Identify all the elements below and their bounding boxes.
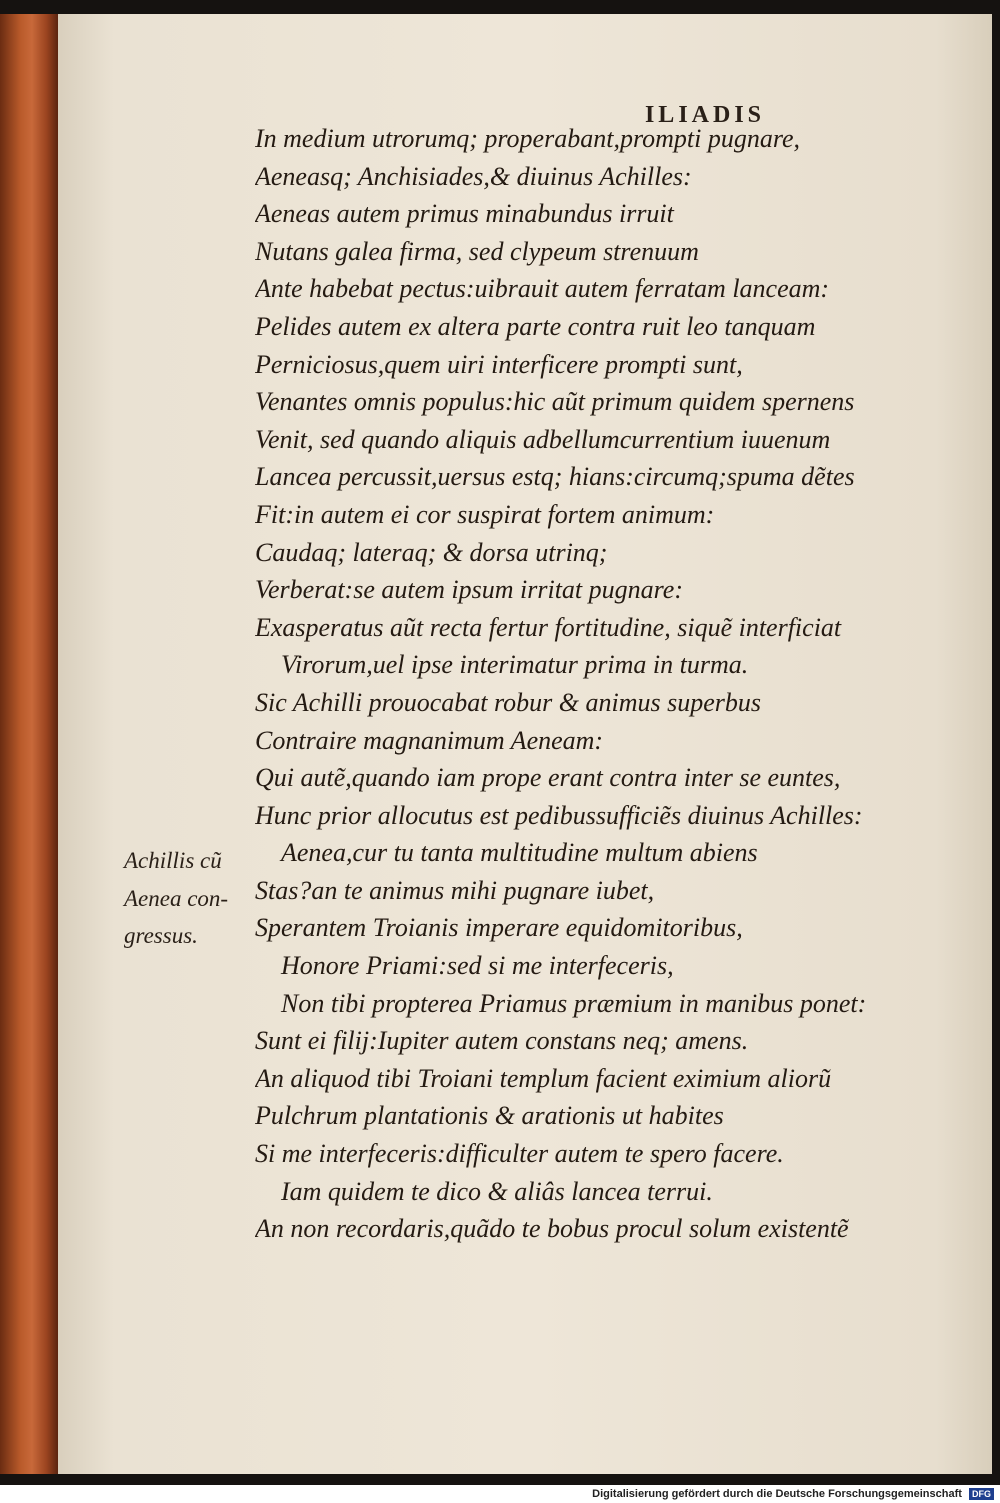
text-line: Verberat:se autem ipsum irritat pugnare: — [255, 575, 683, 605]
text-line: Pelides autem ex altera parte contra ruit leo tanquam — [255, 311, 816, 341]
dfg-logo: DFG — [969, 1488, 994, 1500]
text-line: Caudaq; lateraq; & dorsa utrinq; — [255, 537, 608, 567]
text-line: Stas?an te animus mihi pugnare iubet, — [255, 875, 655, 905]
book-binding — [0, 14, 58, 1474]
text-line: Nutans galea firma, sed clypeum strenuum — [255, 236, 699, 266]
text-line: Non tibi propterea Priamus præmium in manibus ponet: — [281, 988, 867, 1018]
text-line: Contraire magnanimum Aeneam: — [255, 725, 604, 755]
verse-text — [255, 120, 935, 1248]
text-line: In medium utrorumq; properabant,prompti pugnare, — [255, 124, 801, 153]
text-line: Honore Priami:sed si me interfeceris, — [281, 951, 674, 981]
marginal-note-line: gressus. — [124, 923, 198, 949]
text-line: Hunc prior allocutus est pedibussufficiẽs diuinus Achilles: — [255, 800, 863, 830]
text-line: Sunt ei filij:Iupiter autem constans neq; amens. — [255, 1026, 749, 1056]
text-line: An non recordaris,quãdo te bobus procul solum existentẽ — [255, 1214, 849, 1244]
text-line: Venantes omnis populus:hic aũt primum quidem spernens — [255, 387, 855, 417]
text-line: Virorum,uel ipse interimatur prima in turma. — [281, 650, 749, 680]
text-line: Exasperatus aũt recta fertur fortitudine, siquẽ interficiat — [255, 612, 842, 642]
text-line: Qui autẽ,quando iam prope erant contra inter se euntes, — [255, 763, 841, 793]
text-line: Fit:in autem ei cor suspirat fortem animum: — [255, 499, 715, 529]
text-line: Perniciosus,quem uiri interficere prompti sunt, — [255, 349, 743, 379]
marginal-note — [124, 842, 264, 955]
text-line: Sperantem Troianis imperare equidomitoribus, — [255, 913, 743, 943]
text-line: Pulchrum plantationis & arationis ut habites — [255, 1101, 724, 1131]
text-line: Venit, sed quando aliquis adbellumcurrentium iuuenum — [255, 424, 831, 454]
marginal-note-line: Achillis cũ — [124, 848, 222, 873]
text-line: An aliquod tibi Troiani templum facient eximium aliorũ — [255, 1063, 832, 1093]
text-line: Aeneasq; Anchisiades,& diuinus Achilles: — [255, 161, 692, 191]
text-line: Ante habebat pectus:uibrauit autem ferratam lanceam: — [255, 274, 830, 304]
text-line: Aeneas autem primus minabundus irruit — [255, 199, 674, 229]
text-line: Iam quidem te dico & aliâs lancea terrui. — [281, 1176, 713, 1206]
text-line: Si me interfeceris:difficulter autem te spero facere. — [255, 1139, 784, 1169]
marginal-note-line: Aenea con- — [124, 885, 229, 911]
running-head: ILIADIS — [644, 102, 766, 128]
footer-text: Digitalisierung gefördert durch die Deutsche Forschungsgemeinschaft — [592, 1488, 962, 1500]
text-line: Lancea percussit,uersus estq; hians:circumq;spuma dẽtes — [255, 462, 855, 492]
text-line: Aenea,cur tu tanta multitudine multum abiens — [281, 838, 758, 868]
footer — [0, 1485, 1000, 1503]
text-line: Sic Achilli prouocabat robur & animus superbus — [255, 687, 762, 717]
